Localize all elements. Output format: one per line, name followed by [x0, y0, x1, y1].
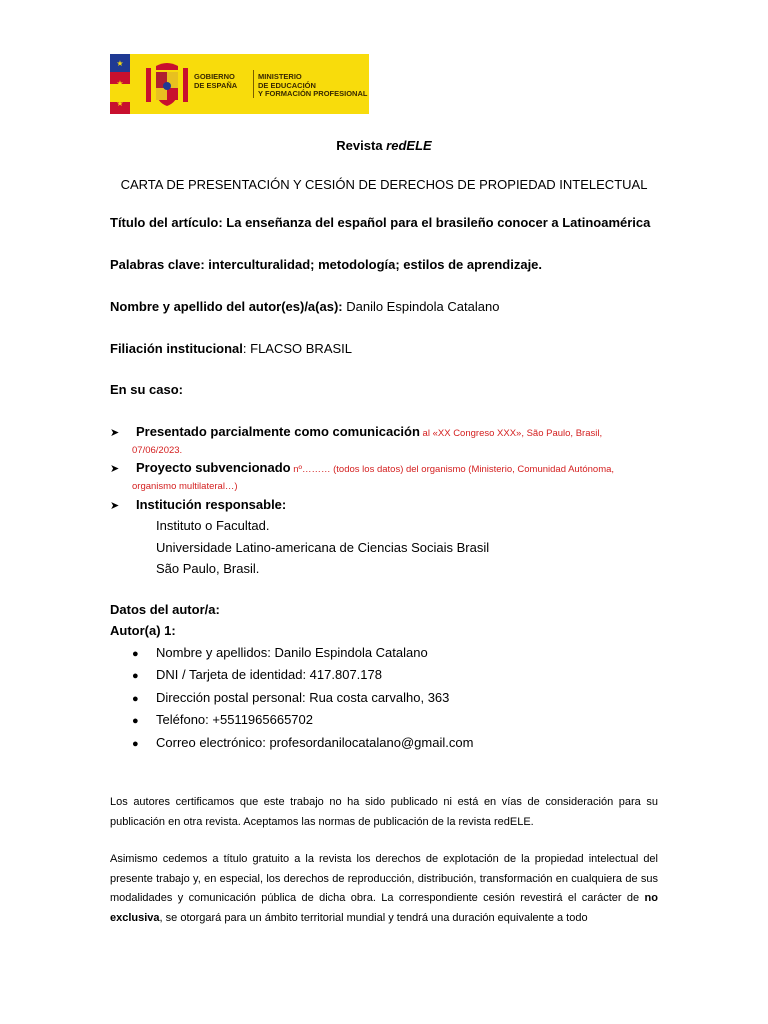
- datos-autor-heading: Datos del autor/a:: [110, 602, 220, 617]
- list-item: ● DNI / Tarjeta de identidad: 417.807.178: [132, 667, 382, 682]
- autor-field: Nombre y apellido del autor(es)/a(as): Danilo Espindola Catalano: [110, 299, 500, 314]
- autor-1-heading: Autor(a) 1:: [110, 623, 176, 638]
- arrow-bullet-icon: ➤: [110, 427, 120, 439]
- palabras-clave-field: Palabras clave: interculturalidad; metodología; estilos de aprendizaje.: [110, 257, 543, 272]
- coat-of-arms-icon: [144, 60, 190, 108]
- list-item: ● Nombre y apellidos: Danilo Espindola Catalano: [132, 645, 428, 660]
- case-item-presentado-detail: 07/06/2023.: [132, 445, 183, 456]
- arrow-bullet-icon: ➤: [110, 500, 120, 512]
- list-item: ● Teléfono: +5511965665702: [132, 712, 313, 727]
- certification-paragraph: Los autores certificamos que este trabajo no ha sido publicado ni está en vías de consideración para su publicación en otra revista. Aceptamos las normas de publicación de la revista redELE.: [110, 796, 658, 828]
- list-item: ● Dirección postal personal: Rua costa carvalho, 363: [132, 690, 450, 705]
- document-title: CARTA DE PRESENTACIÓN Y CESIÓN DE DERECHOS DE PROPIEDAD INTELECTUAL: [120, 177, 648, 192]
- institucion-line: Instituto o Facultad.: [156, 518, 270, 533]
- filiacion-field: Filiación institucional: FLACSO BRASIL: [110, 341, 352, 356]
- institucion-line: Universidade Latino-americana de Ciencias Sociais Brasil: [156, 540, 490, 555]
- stars-icon: ★ ★ ★: [116, 59, 124, 108]
- cesion-paragraph: Asimismo cedemos a título gratuito a la revista los derechos de explotación de la propiedad intelectual del presente trabajo y, en especial, los derechos de reproducción, distribución, transformación en cualquiera de sus modalidades y comunicación pública de dicha obra. La correspondiente cesión revestirá el carácter de no exclusiva, se otorgará para un ámbito territorial mundial y tendrá una duración equivalente a todo: [110, 853, 658, 924]
- case-item-institucion: ➤ Institución responsable:: [110, 497, 287, 512]
- titulo-field: Título del artículo: La enseñanza del español para el brasileño conocer a Latinoamérica: [110, 215, 651, 230]
- gobierno-text: GOBIERNO DE ESPAÑA: [194, 72, 238, 90]
- ministerio-text: MINISTERIO DE EDUCACIÓN Y FORMACIÓN PROFESIONAL: [258, 72, 368, 98]
- logo-divider: [253, 70, 254, 98]
- en-su-caso-label: En su caso:: [110, 382, 183, 397]
- institucion-line: São Paulo, Brasil.: [156, 561, 260, 576]
- government-logo: [110, 54, 369, 114]
- list-item: ● Correo electrónico: profesordanilocatalano@gmail.com: [132, 735, 474, 750]
- case-item-proyecto-detail: organismo multilateral…): [132, 481, 238, 492]
- case-item-proyecto: ➤ Proyecto subvencionado nº……… (todos los datos) del organismo (Ministerio, Comunidad Autónoma,: [110, 460, 615, 475]
- case-item-presentado: ➤ Presentado parcialmente como comunicación al «XX Congreso XXX», São Paulo, Brasil,: [110, 424, 603, 439]
- arrow-bullet-icon: ➤: [110, 463, 120, 475]
- journal-title: Revista redELE: [336, 138, 432, 153]
